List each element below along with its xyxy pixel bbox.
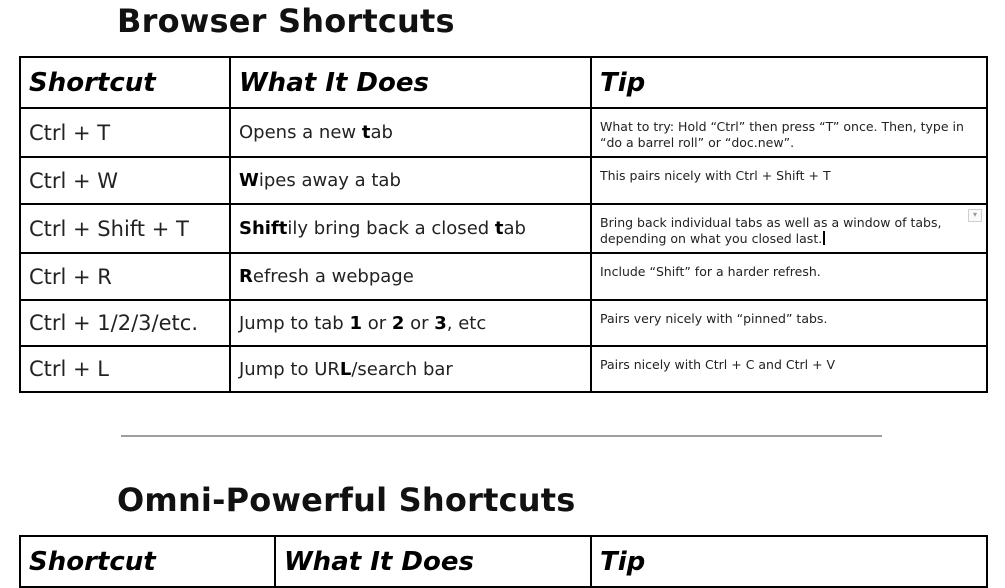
shortcut-cell[interactable]: Ctrl + R [20, 253, 230, 300]
tip-cell[interactable] [591, 108, 987, 157]
tip-text: Include “Shift” for a harder refresh. [600, 264, 821, 279]
description-text: or [361, 312, 392, 334]
table-row [20, 346, 987, 392]
description-cell[interactable] [230, 300, 591, 346]
description-cell[interactable] [230, 346, 591, 392]
emphasized-letter: W [239, 170, 259, 191]
horizontal-divider [121, 435, 882, 437]
description-text: Jump to UR [239, 358, 340, 380]
shortcut-cell[interactable]: Ctrl + T [20, 108, 230, 157]
section-title-omni-powerful-shortcuts: Omni-Powerful Shortcuts [117, 481, 576, 519]
tip-text: Pairs very nicely with “pinned” tabs. [600, 311, 828, 326]
tip-cell[interactable] [591, 204, 987, 253]
tip-cell[interactable] [591, 346, 987, 392]
tip-cell[interactable] [591, 253, 987, 300]
tip-text: Pairs nicely with Ctrl + C and Ctrl + V [600, 357, 836, 372]
tip-text: This pairs nicely with Ctrl + Shift + T [600, 168, 831, 183]
tip-text: What to try: Hold “Ctrl” then press “T” once. Then, type in “do a barrel roll” or “doc.new”. [600, 119, 964, 150]
table-row [20, 300, 987, 346]
description-text: Jump to tab [239, 312, 350, 334]
tip-cell[interactable] [591, 157, 987, 204]
tip-cell[interactable] [591, 300, 987, 346]
table-row [20, 253, 987, 300]
description-cell[interactable] [230, 108, 591, 157]
table-header-row [20, 536, 987, 587]
table-row [20, 157, 987, 204]
header-shortcut: Shortcut [20, 57, 230, 108]
description-text: ipes away a tab [258, 170, 401, 191]
emphasized-letter: t [494, 218, 504, 239]
table-header-row [20, 57, 987, 108]
section-title-browser-shortcuts: Browser Shortcuts [117, 2, 455, 40]
shortcut-cell[interactable]: Ctrl + W [20, 157, 230, 204]
comment-marker-icon[interactable]: ▾ [968, 209, 982, 222]
emphasized-letter: 2 [391, 312, 405, 334]
description-text: efresh a webpage [252, 266, 414, 287]
header-what-it-does: What It Does [230, 57, 591, 108]
shortcut-cell[interactable]: Ctrl + L [20, 346, 230, 392]
description-text: ab [503, 218, 526, 239]
emphasized-letter: 3 [434, 312, 447, 334]
emphasized-letter: t [361, 122, 371, 143]
description-text: ab [370, 122, 393, 143]
description-text: /search bar [351, 358, 453, 380]
emphasized-letter: 1 [349, 312, 362, 334]
browser-shortcuts-table [19, 56, 988, 393]
table-row [20, 204, 987, 253]
shortcut-cell[interactable]: Ctrl + Shift + T [20, 204, 230, 253]
description-cell[interactable] [230, 157, 591, 204]
description-cell[interactable] [230, 204, 591, 253]
header-shortcut: Shortcut [20, 536, 275, 587]
header-tip: Tip [591, 57, 987, 108]
header-what-it-does: What It Does [275, 536, 591, 587]
description-text: , etc [446, 312, 487, 334]
description-text: ily bring back a closed [287, 218, 495, 239]
shortcut-cell[interactable]: Ctrl + 1/2/3/etc. [20, 300, 230, 346]
header-tip: Tip [591, 536, 987, 587]
emphasized-letter: R [239, 266, 253, 287]
tip-text: Bring back individual tabs as well as a window of tabs, depending on what you closed last. [600, 215, 942, 246]
description-text: Opens a new [239, 122, 362, 143]
description-text: or [404, 312, 435, 334]
text-cursor [823, 231, 825, 245]
description-cell[interactable] [230, 253, 591, 300]
table-row [20, 108, 987, 157]
emphasized-letter: Shift [239, 218, 288, 239]
omni-powerful-shortcuts-table [19, 535, 988, 588]
emphasized-letter: L [339, 358, 352, 380]
